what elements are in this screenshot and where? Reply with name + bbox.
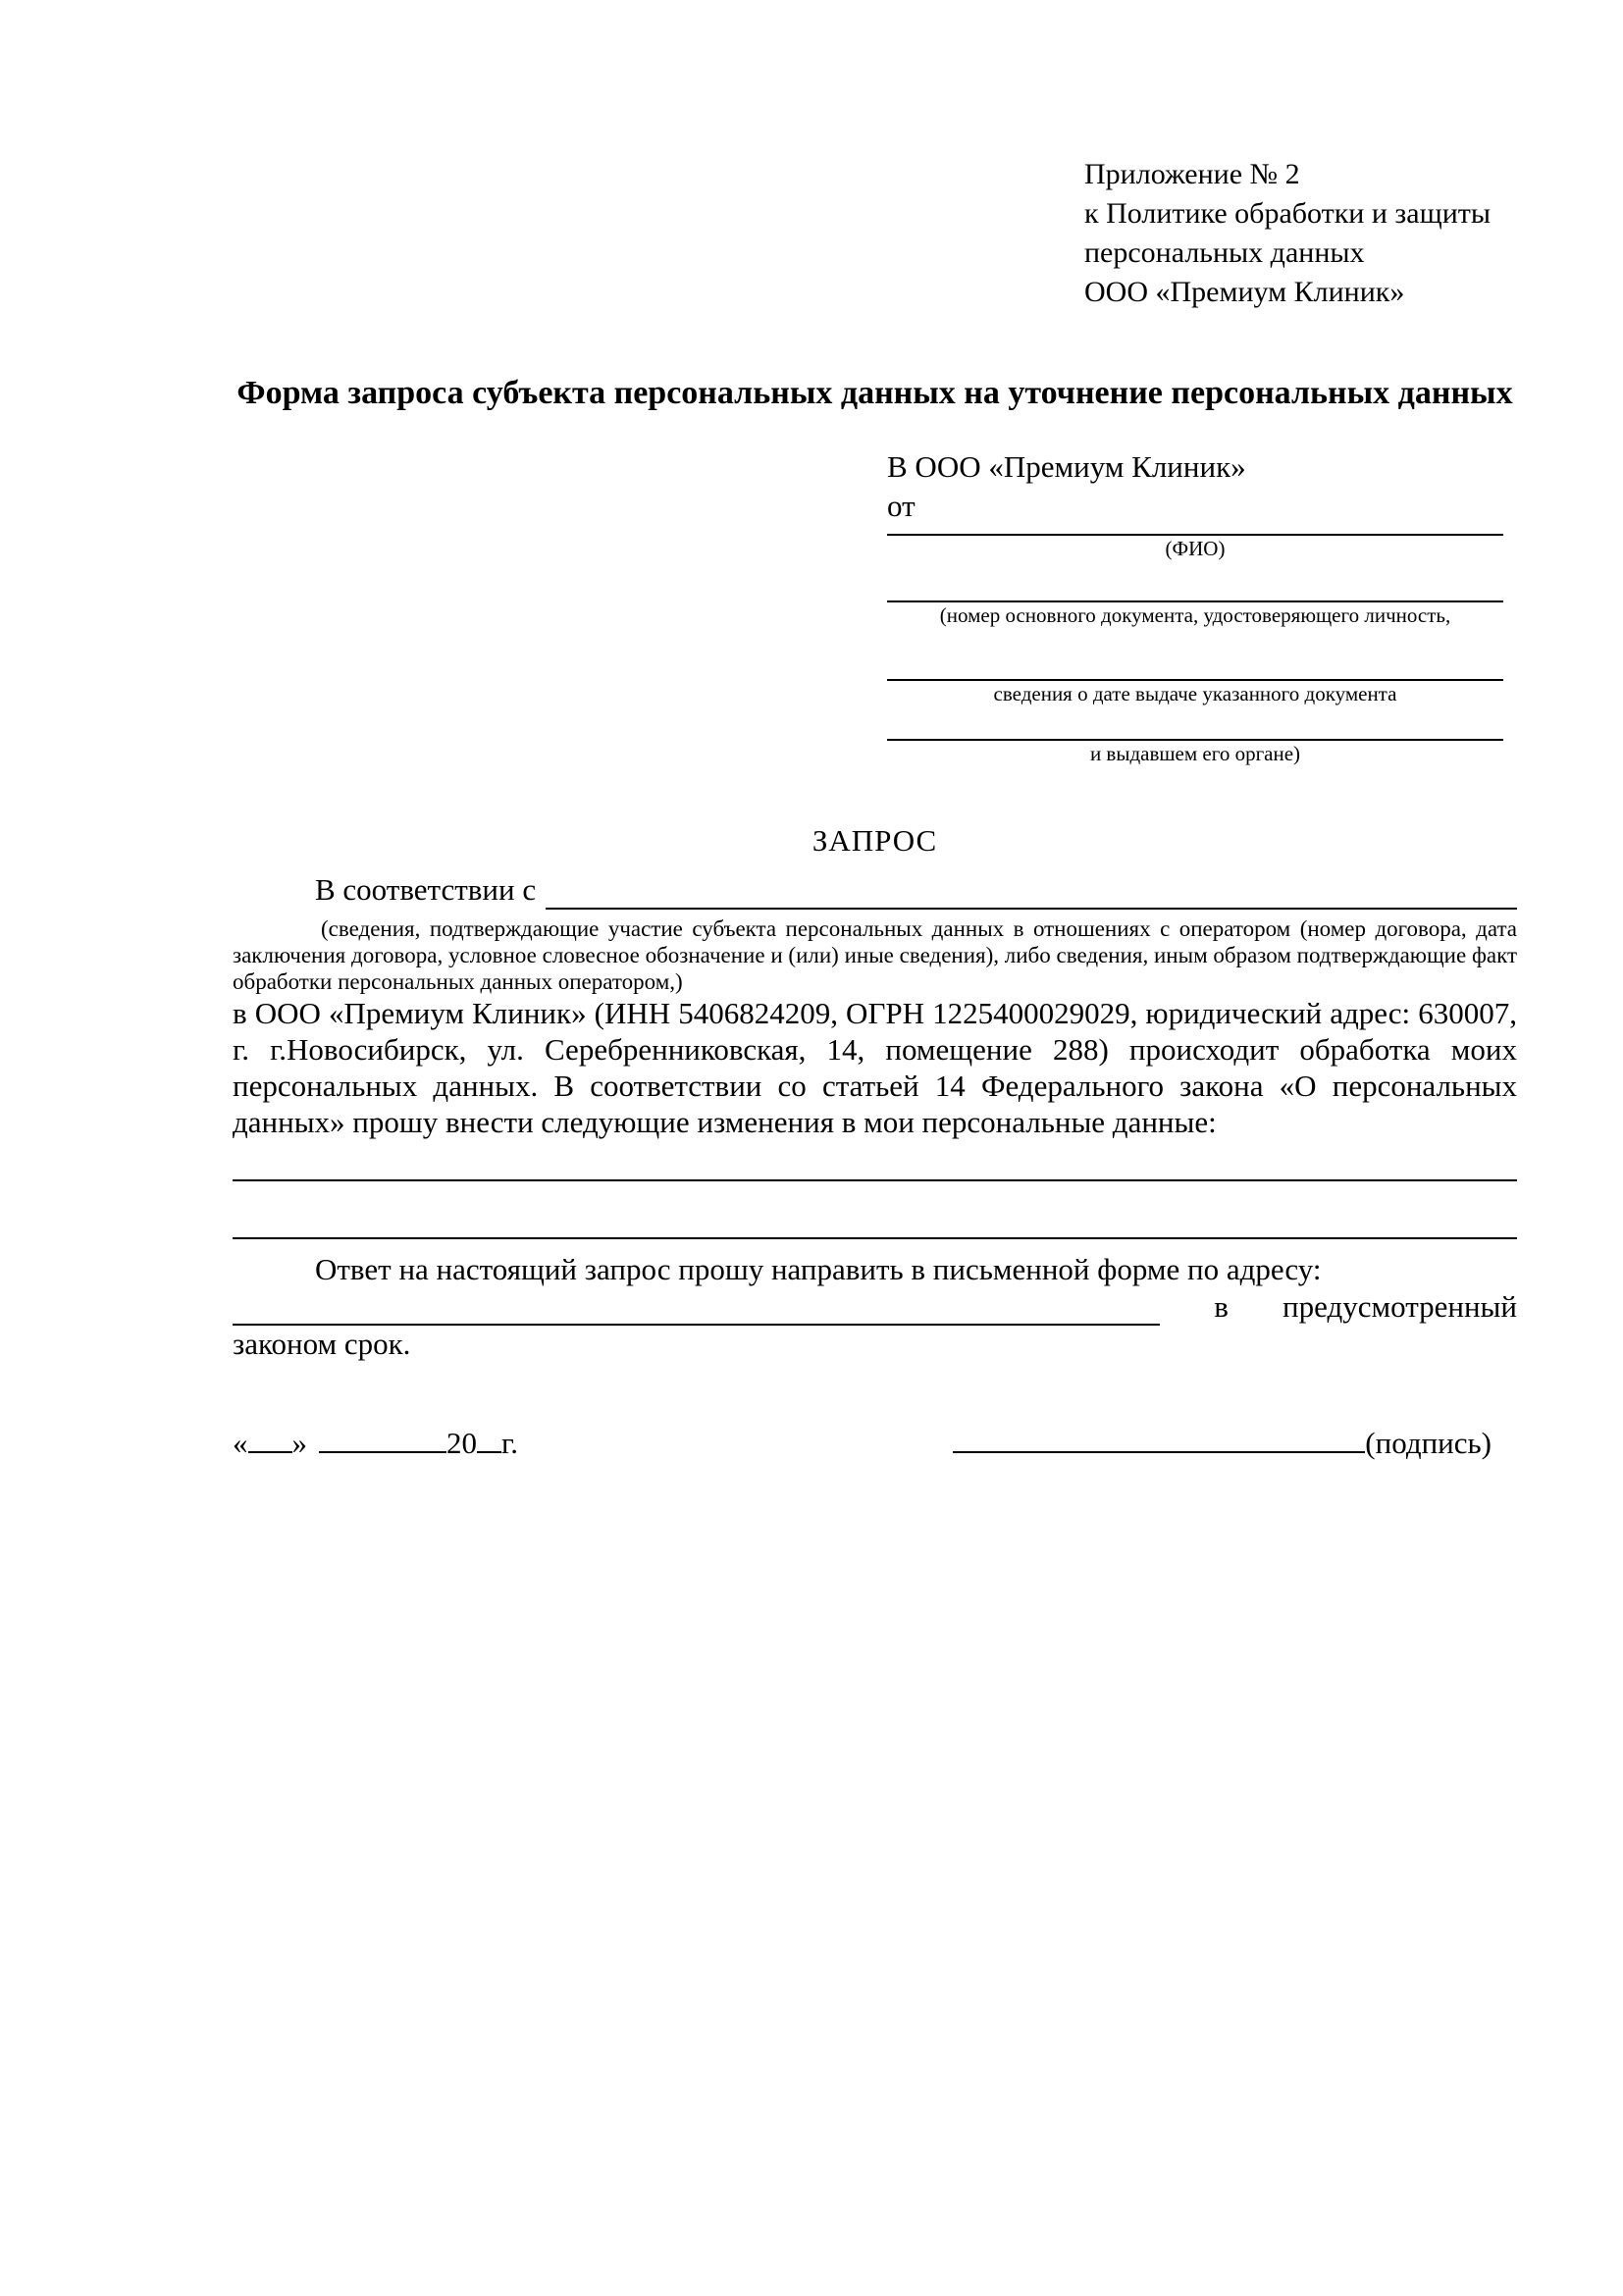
issuing-authority-caption: и выдавшем его органе) xyxy=(1089,742,1301,765)
appendix-note-line: персональных данных xyxy=(1084,236,1365,269)
answer-line-2 xyxy=(233,1288,1517,1326)
field-document-number xyxy=(887,561,1503,628)
document-number-caption: (номер основного документа, удостоверяющего личность, xyxy=(939,603,1451,627)
footer-row xyxy=(233,1424,1517,1463)
appendix-note-line: Приложение № 2 xyxy=(1084,158,1300,190)
address-fill-line xyxy=(233,1294,1160,1326)
issue-date-caption: сведения о дате выдаче указанного документа xyxy=(993,682,1397,705)
issue-date-fill-line xyxy=(887,628,1503,681)
request-heading: ЗАПРОС xyxy=(812,823,938,858)
appendix-note-line: к Политике обработки и защиты xyxy=(1084,197,1492,230)
date-year-blank xyxy=(477,1448,501,1453)
date-day-blank xyxy=(248,1448,292,1453)
addressee-block xyxy=(887,447,1503,766)
date-field xyxy=(233,1424,518,1463)
field-issue-date xyxy=(887,628,1503,706)
form-title: Форма запроса субъекта персональных данных на уточнение персональных данных xyxy=(236,375,1513,411)
signature-caption: (подпись) xyxy=(1365,1426,1492,1460)
field-fio xyxy=(887,526,1503,561)
date-month-blank xyxy=(319,1448,446,1453)
date-year-suffix: г. xyxy=(501,1426,518,1460)
compliance-fill-line xyxy=(546,876,1517,910)
fio-fill-line xyxy=(887,526,1503,536)
document-number-fill-line xyxy=(887,561,1503,602)
compliance-line xyxy=(233,870,1517,910)
appendix-note-line: ООО «Премиум Клиник» xyxy=(1084,276,1405,308)
fio-caption: (ФИО) xyxy=(1165,537,1226,560)
answer-word-predusmotrenny: предусмотренный xyxy=(1283,1289,1517,1324)
answer-paragraph xyxy=(233,1251,1517,1363)
answer-line-1: Ответ на настоящий запрос прошу направить в письменной форме по адресу: xyxy=(315,1252,1322,1286)
field-issuing-authority xyxy=(887,706,1503,766)
date-open-quote: « xyxy=(233,1426,248,1460)
request-body-text: в ООО «Премиум Клиник» (ИНН 5406824209, ОГРН 1225400029029, юридический адрес: 630007, г. г.Новосибирск, ул. Серебренниковская, 14, помещение 288) происходит обработка моих персональных данных. В соответствии со статьей 14 Федерального закона «О персональных данных» прошу внести следующие изменения в мои персональные данные: xyxy=(233,996,1517,1139)
signature-field xyxy=(953,1424,1492,1463)
changes-fill-line-1 xyxy=(233,1140,1517,1181)
date-year-prefix: 20 xyxy=(446,1426,477,1460)
appendix-note xyxy=(1084,155,1517,312)
fill-instructions-note: (сведения, подтверждающие участие субъекта персональных данных в отношениях с оператором (номер договора, дата заключения договора, условное словесное обозначение и (или) иные сведения), либо сведения, иным образом подтверждающие факт обработки персональных данных оператором,) xyxy=(233,916,1517,994)
from-label: от xyxy=(887,489,916,523)
date-close-quote: » xyxy=(291,1426,307,1460)
issuing-authority-fill-line xyxy=(887,706,1503,741)
answer-line-3: законом срок. xyxy=(233,1327,411,1361)
signature-fill-line xyxy=(953,1448,1365,1453)
compliance-prefix: В соответствии с xyxy=(315,872,537,907)
answer-word-v: в xyxy=(1214,1289,1229,1324)
changes-fill-line-2 xyxy=(233,1181,1517,1239)
addressee-org: В ООО «Премиум Клиник» xyxy=(887,449,1246,484)
